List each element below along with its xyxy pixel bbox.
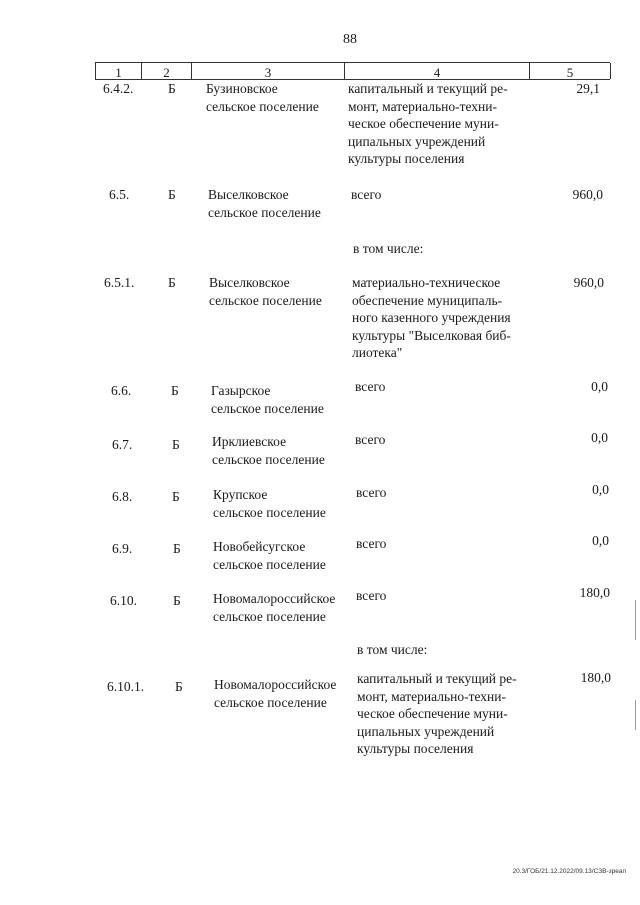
row-name: Новобейсугское сельское поселение: [213, 539, 326, 572]
row-code: Б: [173, 541, 181, 556]
row-code: Б: [168, 275, 176, 290]
subtotal-label: в том числе:: [353, 241, 424, 256]
row-number: 6.6.: [111, 383, 132, 398]
row-number: 6.5.: [109, 187, 130, 202]
row-code: Б: [172, 437, 180, 452]
row-description: всего: [351, 187, 382, 202]
row-value: 0,0: [591, 379, 608, 394]
row-number: 6.4.2.: [103, 81, 134, 96]
row-value: 180,0: [580, 670, 611, 685]
row-value: 180,0: [579, 585, 610, 600]
row-name: Бузиновское сельское поселение: [206, 81, 319, 114]
subtotal-label: в том числе:: [357, 642, 428, 657]
row-code: Б: [171, 383, 179, 398]
row-number: 6.5.1.: [104, 275, 135, 290]
row-description: всего: [356, 588, 387, 603]
header-col-2: 2: [142, 63, 192, 79]
row-name: Выселковское сельское поселение: [209, 275, 322, 308]
table-header: [95, 62, 610, 80]
row-name: Новомалороссийское сельское поселение: [213, 591, 336, 624]
row-description: капитальный и текущий ре- монт, материально-техни- ческое обеспечение муни- ципальных учреждений культуры поселения: [348, 81, 508, 166]
header-col-5: 5: [530, 63, 611, 79]
row-name: Крупское сельское поселение: [213, 487, 326, 520]
row-value: 960,0: [572, 187, 603, 202]
scan-edge-mark: [635, 700, 636, 730]
document-footer-code: 20.3/ГОБ/21.12.2022/09.13/СЗВ-зреап: [512, 868, 626, 875]
row-description: всего: [355, 432, 386, 447]
row-code: Б: [173, 593, 181, 608]
header-col-3: 3: [192, 63, 345, 79]
row-description: всего: [355, 379, 386, 394]
row-number: 6.7.: [112, 437, 133, 452]
row-code: Б: [172, 489, 180, 504]
row-value: 0,0: [592, 533, 609, 548]
row-name: Ирклиевское сельское поселение: [212, 434, 325, 467]
row-number: 6.8.: [112, 489, 133, 504]
row-code: Б: [168, 187, 176, 202]
row-name: Новомалороссийское сельское поселение: [214, 677, 337, 710]
page-number: 88: [343, 32, 357, 47]
row-description: материально-техническое обеспечение муниципаль- ного казенного учреждения культуры "Выселковая биб- лиотека": [352, 275, 511, 360]
row-code: Б: [168, 81, 176, 96]
scan-edge-mark: [635, 600, 636, 640]
header-col-4: 4: [345, 63, 530, 79]
row-value: 0,0: [591, 430, 608, 445]
row-number: 6.10.: [110, 593, 137, 608]
row-name: Выселковское сельское поселение: [208, 187, 321, 220]
row-number: 6.9.: [112, 541, 133, 556]
header-col-1: 1: [96, 63, 142, 79]
row-value: 0,0: [592, 482, 609, 497]
row-value: 960,0: [573, 275, 604, 290]
row-name: Газырское сельское поселение: [211, 383, 324, 416]
row-description: капитальный и текущий ре- монт, материально-техни- ческое обеспечение муни- ципальных учреждений культуры поселения: [357, 671, 517, 756]
row-code: Б: [175, 679, 183, 694]
row-value: 29,1: [576, 81, 600, 96]
row-number: 6.10.1.: [107, 679, 145, 694]
row-description: всего: [356, 485, 387, 500]
row-description: всего: [356, 536, 387, 551]
